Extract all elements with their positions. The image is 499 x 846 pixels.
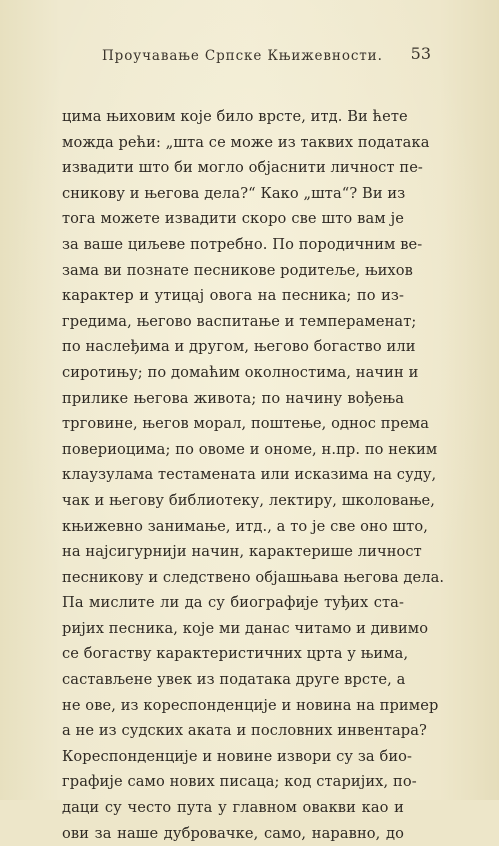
text-line: се богаству карактеристичних црта у њима,: [62, 645, 409, 663]
body-text: [62, 104, 445, 846]
text-line: сникову и његова дела?“ Како „шта“? Ви из: [62, 184, 406, 202]
text-line: ријих песника, које ми данас читамо и дивимо: [62, 619, 429, 637]
text-line: састављене увек из података друге врсте, а: [62, 671, 406, 689]
text-line: даци су често пута у главном овакви као и: [62, 799, 404, 817]
text-line: цима њиховим које било врсте, итд. Ви ћете: [62, 108, 408, 125]
text-line: књижевно занимање, итд., а то је све оно што,: [62, 517, 428, 535]
text-line: трговине, његов морал, поштење, однос према: [62, 415, 430, 433]
text-line: гредима, његово васпитање и темпераменат;: [62, 312, 417, 330]
text-line: прилике његова живота; по начину вођења: [62, 389, 404, 407]
text-line: карактер и утицај овога на песника; по из-: [62, 287, 404, 305]
text-line: по наслеђима и другом, његово богаство или: [62, 338, 416, 356]
text-line: Кореспонденције и новине извори су за био-: [62, 747, 413, 765]
running-title: Проучавање Српске Књижевности.: [102, 48, 383, 64]
text-line: можда рећи: „шта се може из таквих података: [62, 133, 430, 151]
text-line: песникову и следствено објашњава његова дела.: [62, 568, 445, 586]
text-line: клаузулама тестамената или исказима на суду,: [62, 466, 437, 484]
text-line: ови за наше дубровачке, само, наравно, до: [62, 824, 404, 842]
text-line: сиротињу; по домаћим околностима, начин и: [62, 363, 419, 381]
text-line: повериоцима; по овоме и ономе, н.пр. по неким: [62, 440, 438, 458]
text-line: зама ви познате песникове родитеље, њихов: [62, 261, 413, 279]
page-number: 53: [410, 44, 431, 63]
text-line: тога можете извадити скоро све што вам је: [62, 210, 404, 228]
text-line: не ове, из кореспонденције и новина на пример: [62, 696, 439, 714]
text-line: графије само нових писаца; код старијих, по-: [62, 773, 417, 791]
text-line: извадити што би могло објаснити личност пе-: [62, 159, 423, 177]
text-line: за ваше циљеве потребно. По породичним ве-: [62, 235, 423, 253]
text-line: на најсигурнији начин, карактерише личност: [62, 543, 422, 561]
text-line: чак и његову библиотеку, лектиру, школовање,: [62, 491, 436, 509]
text-line: а не из судских аката и пословних инвентара?: [62, 722, 427, 740]
text-line: Па мислите ли да су биографије туђих ста-: [62, 594, 404, 612]
